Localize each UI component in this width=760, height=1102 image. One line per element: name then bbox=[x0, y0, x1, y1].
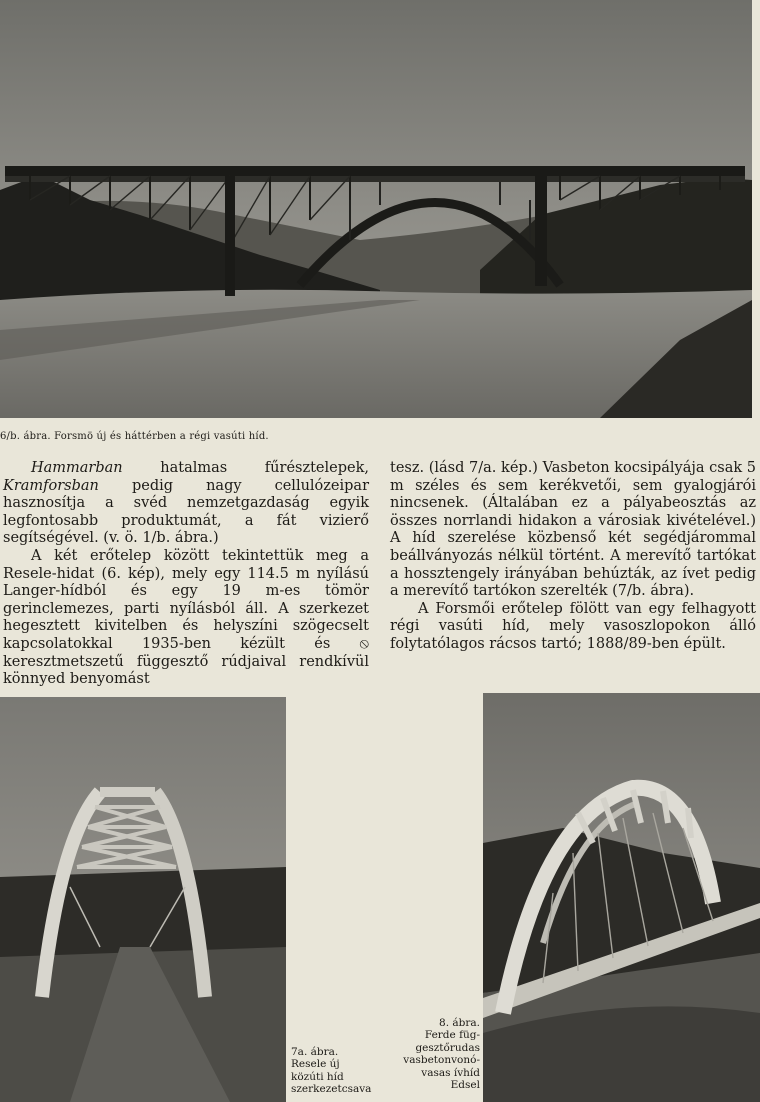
figure-7a-caption: 7a. ábra. Resele új közúti híd szerkezetcsava bbox=[291, 1046, 372, 1096]
left-text-column bbox=[3, 460, 369, 689]
paragraph: A két erőtelep között tekintettük meg a Resele-hidat (6. kép), mely egy 114.5 m nyílású Langer-hídból és egy 19 m-es tömör gerinclemezes, parti nyílásból áll. A szerkezet hegesztett kivitelben és helyszíni szögecselt kapcsolatokkal 1935-ben kézült és ⦸ keresztmetszetű függesztő rúdjaival rendkívül könnyed benyomást bbox=[3, 547, 369, 688]
paragraph: tesz. (lásd 7/a. kép.) Vasbeton kocsipályája csak 5 m széles és sem kerékvetői, sem gyalogjárói nincsenek. (Általában ez a pályabeosztás az összes norrlandi hidakon a városiak kivételével.) A híd szerelése közbenső két segédjárommal beállványozás nélkül történt. A merevítő tartókat a hossztengely irányában behúzták, az ívet pedig a merevítő tartókon szerelték (7/b. ábra). bbox=[390, 460, 756, 600]
top-bridge-photo bbox=[0, 0, 752, 418]
resele-bridge-photo bbox=[0, 697, 286, 1102]
paragraph: Hammarban hatalmas fűrésztelepek, Kramforsban pedig nagy cellulózeipar hasznosítja a svéd nemzetgazdaság egyik legfontosabb produktumát, a fát vizierő segítségével. (v. ö. 1/b. ábra.) bbox=[3, 460, 369, 547]
top-figure-caption: 6/b. ábra. Forsmö új és háttérben a régi vasúti híd. bbox=[0, 431, 269, 442]
edsel-arch-bridge-photo bbox=[483, 693, 760, 1102]
right-text-column bbox=[390, 460, 756, 654]
figure-8-caption: 8. ábra. Ferde füg- gesztőrudas vasbetonvonó- vasas ívhíd Edsel bbox=[403, 1017, 480, 1092]
paragraph: A Forsmői erőtelep fölött van egy felhagyott régi vasúti híd, mely vasoszlopokon álló folytatólagos rácsos tartó; 1888/89-ben épült. bbox=[390, 600, 756, 652]
